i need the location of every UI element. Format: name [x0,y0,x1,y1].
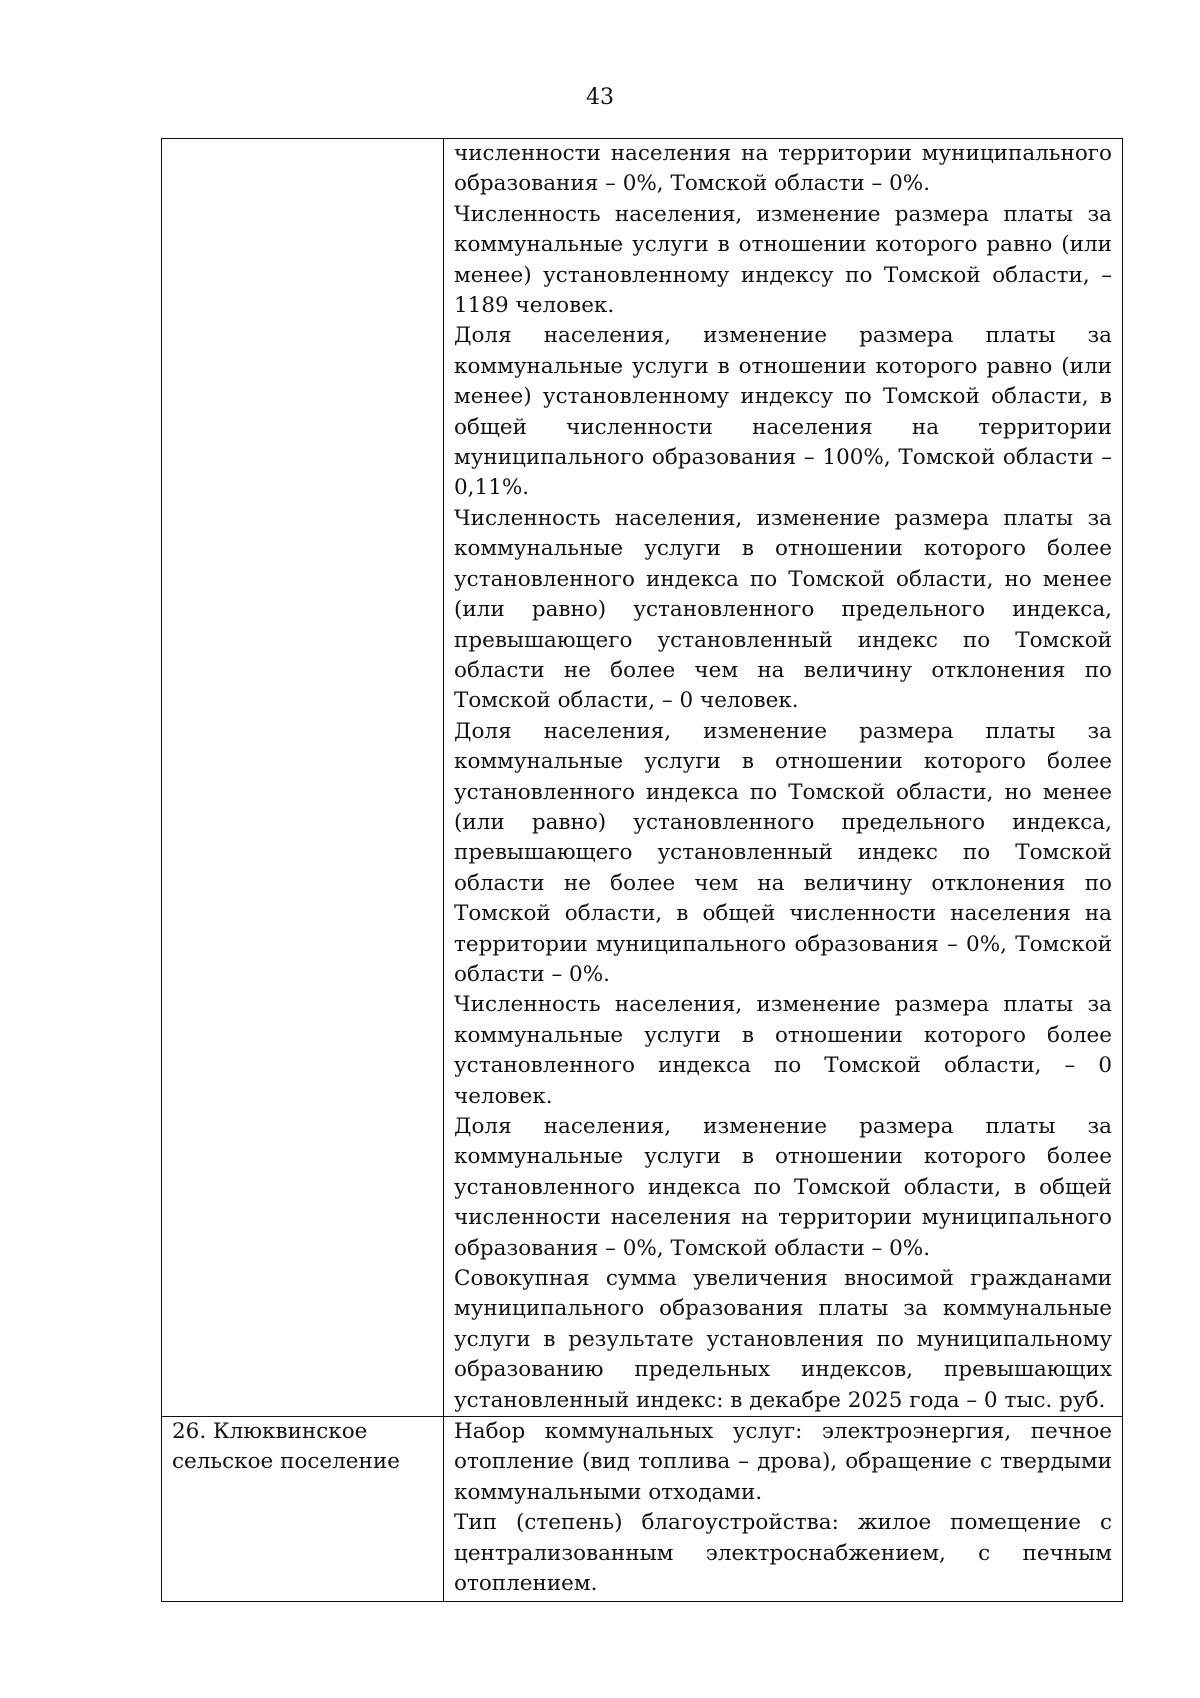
paragraph: Тип (степень) благоустройства: жилое помещение с централизованным электроснабжением, с печным отоплением. [454,1510,1112,1597]
paragraph: Набор коммунальных услуг: электроэнергия, печное отопление (вид топлива – дрова), обращение с твердыми коммунальными отходами. [454,1419,1112,1505]
page-number: 43 [586,85,614,110]
indicators-cell [444,1417,1123,1602]
municipality-name-cell [162,139,444,1417]
paragraph: Численность населения, изменение размера платы за коммунальные услуги в отношении которого более установленного индекса по Томской области, – 0 человек. [454,992,1112,1109]
table-row [162,1417,1123,1602]
paragraph: Совокупная сумма увеличения вносимой гражданами муниципального образования платы за коммунальные услуги в результате установления по муниципальному образованию предельных индексов, превышающих установленный индекс: в декабре 2025 года – 0 тыс. руб. [454,1266,1112,1413]
paragraph: Доля населения, изменение размера платы за коммунальные услуги в отношении которого более установленного индекса по Томской области, в общей численности населения на территории муниципального образования – 0%, Томской области – 0%. [454,1114,1112,1261]
paragraph: Доля населения, изменение размера платы за коммунальные услуги в отношении которого равно (или менее) установленному индексу по Томской области, в общей численности населения на территории муниципального образования – 100%, Томской области – 0,11%. [454,323,1112,501]
paragraph: Численность населения, изменение размера платы за коммунальные услуги в отношении которого равно (или менее) установленному индексу по Томской области, – 1189 человек. [454,201,1112,319]
municipality-name-cell: 26. Клюквинское сельское поселение [162,1417,444,1602]
municipality-table [161,138,1123,1602]
paragraph: численности населения на территории муниципального образования – 0%, Томской области – 0%. [454,141,1112,197]
indicators-cell [444,139,1123,1417]
paragraph: Доля населения, изменение размера платы за коммунальные услуги в отношении которого более установленного индекса по Томской области, но менее (или равно) установленного предельного индекса, превышающего установленный индекс по Томской области не более чем на величину отклонения по Томской области, в общей численности населения на территории муниципального образования – 0%, Томской области – 0%. [454,718,1112,987]
table-row [162,139,1123,1417]
paragraph: Численность населения, изменение размера платы за коммунальные услуги в отношении которого более установленного индекса по Томской области, но менее (или равно) установленного предельного индекса, превышающего установленный индекс по Томской области не более чем на величину отклонения по Томской области, – 0 человек. [454,505,1112,714]
